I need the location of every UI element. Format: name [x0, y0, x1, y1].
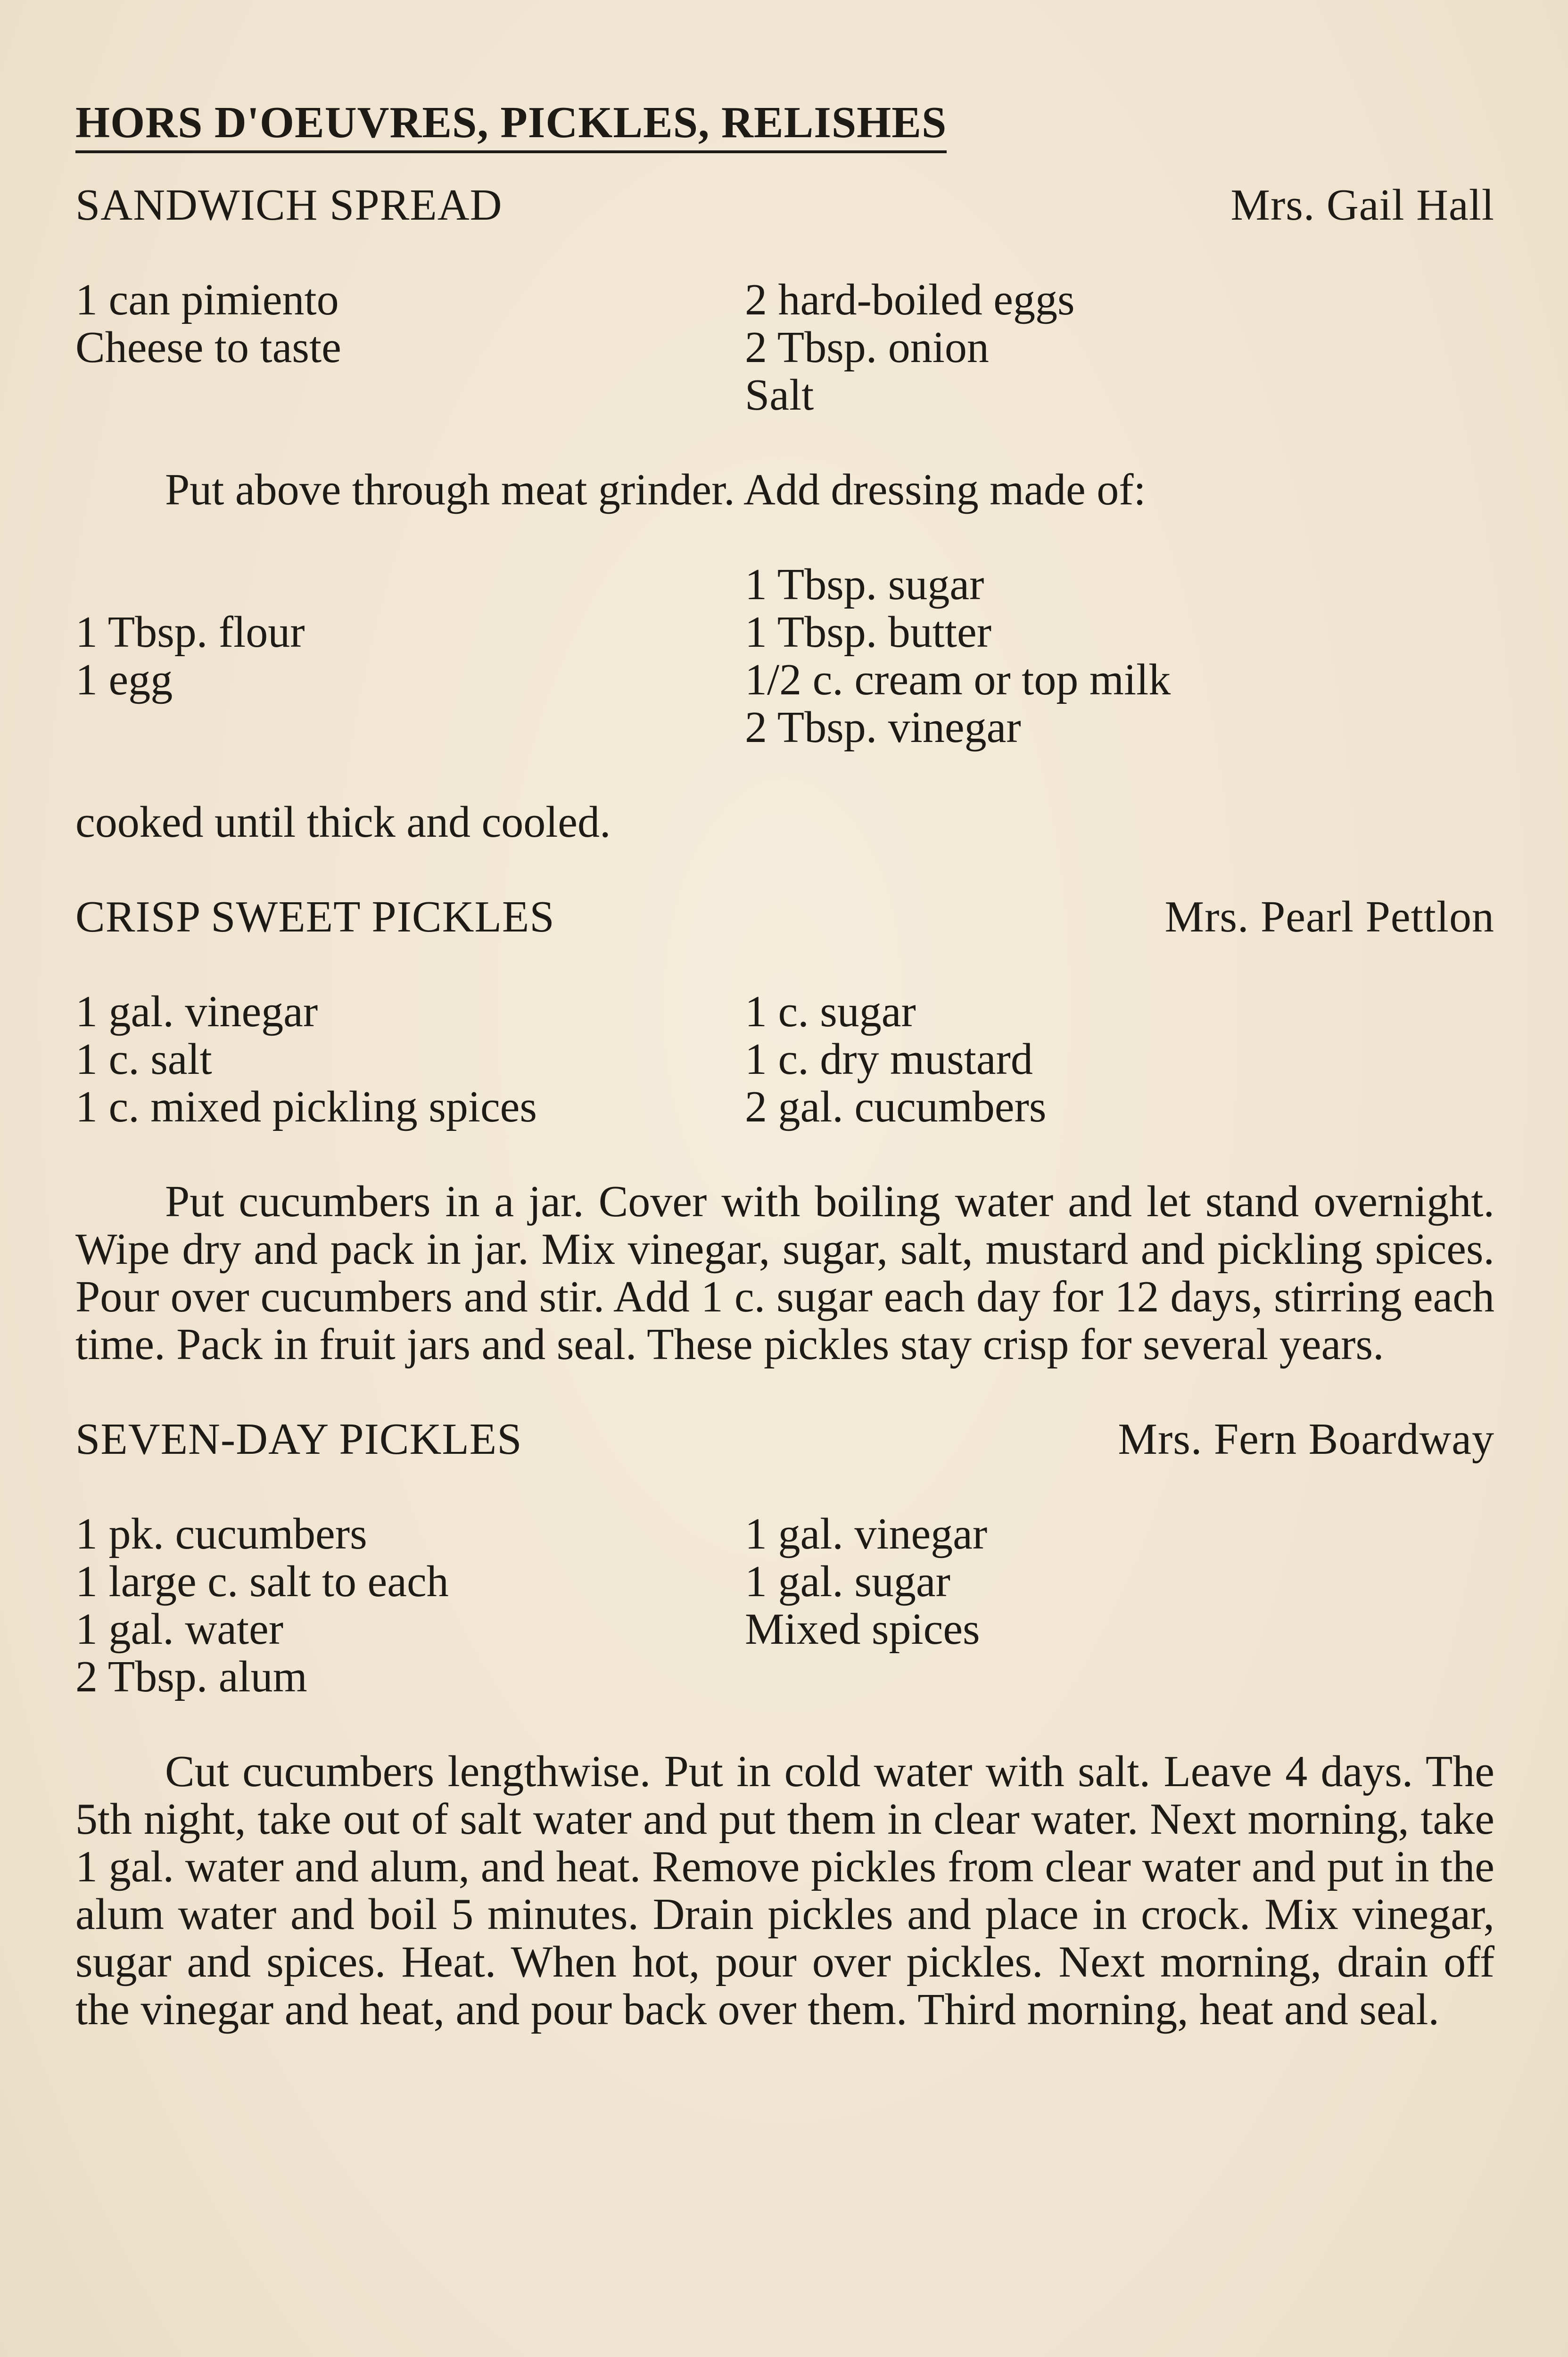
ingredient: 2 Tbsp. vinegar	[745, 703, 1021, 752]
recipe-sandwich-spread	[75, 181, 1494, 846]
ingredient-column-right	[745, 276, 1452, 419]
ingredient: Salt	[745, 371, 814, 420]
recipe-instructions: Cut cucumbers lengthwise. Put in cold water with salt. Leave 4 days. The 5th night, take out of salt water and put them in clear water. Next morning, take 1 gal. water and alum, and heat. Remove pickles from clear water and put in the alum water and boil 5 minutes. Drain pickles and place in crock. Mix vinegar, sugar and spices. Heat. When hot, pour over pickles. Next morning, drain off the vinegar and heat, and pour back over them. Third morning, heat and seal.	[75, 1747, 1494, 2034]
ingredient: 1 c. sugar	[745, 987, 916, 1036]
ingredient-column-left	[75, 561, 745, 751]
ingredient: 1 egg	[75, 655, 173, 704]
recipe-title-row	[75, 1416, 1494, 1463]
ingredient-column-right	[745, 988, 1452, 1131]
ingredient	[745, 1653, 1452, 1701]
ingredient: 2 Tbsp. onion	[745, 323, 989, 372]
page-content	[75, 99, 1494, 2081]
ingredient: 1 gal. water	[75, 1605, 284, 1654]
ingredient	[75, 704, 745, 751]
recipe-instructions: cooked until thick and cooled.	[75, 798, 611, 847]
ingredient-column-left	[75, 276, 745, 419]
ingredient: 1 c. salt	[75, 1035, 212, 1084]
recipe-title-row	[75, 893, 1494, 941]
recipe-seven-day-pickles	[75, 1416, 1494, 2034]
ingredient: 2 hard-boiled eggs	[745, 275, 1075, 324]
ingredient: 1 gal. vinegar	[745, 1509, 988, 1558]
recipe-crisp-sweet-pickles	[75, 893, 1494, 1368]
recipe-title: SANDWICH SPREAD	[75, 181, 503, 230]
ingredient: 1 c. dry mustard	[745, 1035, 1033, 1084]
ingredient: Cheese to taste	[75, 323, 341, 372]
recipe-instructions: Put above through meat grinder. Add dressing made of:	[165, 465, 1146, 514]
ingredient: 1 Tbsp. flour	[75, 608, 305, 657]
ingredient	[75, 371, 745, 419]
ingredient-column-right	[745, 561, 1452, 751]
ingredient	[75, 561, 745, 609]
ingredient: 1 gal. sugar	[745, 1557, 950, 1606]
ingredient: 1 Tbsp. sugar	[745, 560, 984, 609]
ingredient: 1 c. mixed pickling spices	[75, 1082, 537, 1131]
ingredient-list	[75, 988, 1494, 1131]
recipe-title: SEVEN-DAY PICKLES	[75, 1415, 522, 1464]
ingredient: 1 can pimiento	[75, 275, 339, 324]
ingredient-list	[75, 1510, 1494, 1701]
recipe-title: CRISP SWEET PICKLES	[75, 892, 555, 941]
ingredient: 2 Tbsp. alum	[75, 1652, 307, 1701]
ingredient: 1 pk. cucumbers	[75, 1509, 367, 1558]
ingredient: 1 gal. vinegar	[75, 987, 318, 1036]
ingredient: 1 large c. salt to each	[75, 1557, 449, 1606]
recipe-title-row	[75, 181, 1494, 229]
ingredient: 1 Tbsp. butter	[745, 608, 992, 657]
ingredient: 1/2 c. cream or top milk	[745, 655, 1171, 704]
section-title: HORS D'OEUVRES, PICKLES, RELISHES	[75, 99, 947, 153]
recipe-author: Mrs. Pearl Pettlon	[1164, 892, 1494, 941]
recipe-author: Mrs. Gail Hall	[1230, 181, 1494, 230]
recipe-author: Mrs. Fern Boardway	[1118, 1415, 1494, 1464]
ingredient: Mixed spices	[745, 1605, 980, 1654]
recipe-instructions: Put cucumbers in a jar. Cover with boiling water and let stand overnight. Wipe dry and pack in jar. Mix vinegar, sugar, salt, mustard and pickling spices. Pour over cucumbers and stir. Add 1 c. sugar each day for 12 days, stirring each time. Pack in fruit jars and seal. These pickles stay crisp for several years.	[75, 1177, 1494, 1369]
dressing-ingredient-list	[75, 561, 1494, 751]
ingredient: 2 gal. cucumbers	[745, 1082, 1047, 1131]
ingredient-column-right	[745, 1510, 1452, 1701]
ingredient-list	[75, 276, 1494, 419]
ingredient-column-left	[75, 988, 745, 1131]
ingredient-column-left	[75, 1510, 745, 1701]
